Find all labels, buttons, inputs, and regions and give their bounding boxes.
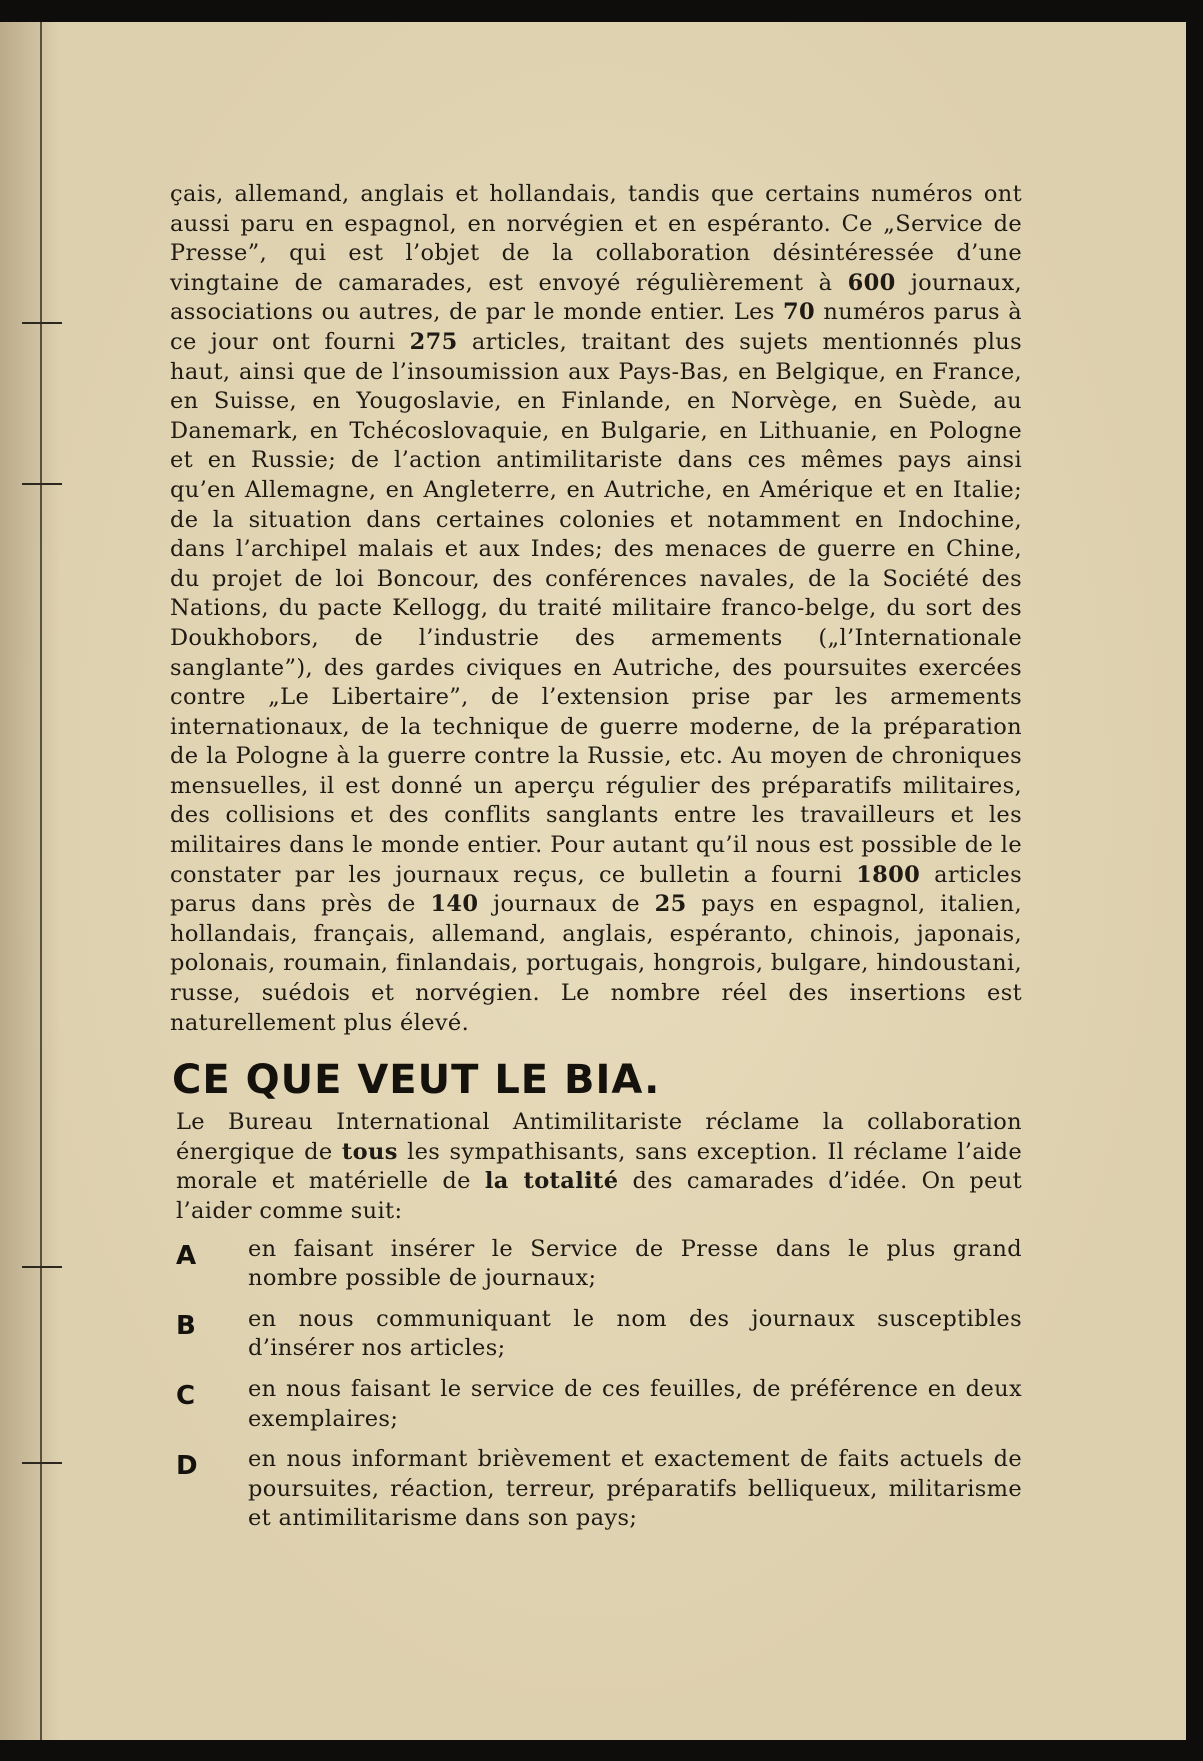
item-text: en nous faisant le service de ces feuilles, de préférence en deux exemplaires; (248, 1375, 1022, 1432)
aid-list (176, 1235, 1022, 1534)
item-text: en faisant insérer le Service de Presse dans le plus grand nombre possible de journaux; (248, 1235, 1022, 1292)
binding-stitch (22, 483, 62, 485)
item-letter: B (176, 1310, 197, 1341)
item-text: en nous communiquant le nom des journaux susceptibles d’insérer nos articles; (248, 1305, 1022, 1362)
binding-stitch (22, 1462, 62, 1464)
section-heading: CE QUE VEUT LE BIA. (172, 1057, 661, 1104)
list-item (176, 1375, 1022, 1434)
item-letter: A (176, 1240, 197, 1271)
item-text: en nous informant brièvement et exactement de faits actuels de poursuites, réaction, terreur, préparatifs belliqueux, militarisme et antimilitarisme dans son pays; (248, 1446, 1022, 1532)
opening-paragraph: çais, allemand, anglais et hollandais, tandis que certains numéros ont aussi paru en espagnol, en norvégien et en espéranto. Ce „Service de Presse”, qui est l’objet de la collaboration désintéressée d’une vingtaine de camarades, est envoyé régulièrement à 600 journaux, associations ou autres, de par le monde entier. Les 70 numéros parus à ce jour ont fourni 275 articles, traitant des sujets mentionnés plus haut, ainsi que de l’insoumission aux Pays-Bas, en Belgique, en France, en Suisse, en Yougoslavie, en Finlande, en Norvège, en Suède, au Danemark, en Tchécoslovaquie, en Bulgarie, en Lithuanie, en Pologne et en Russie; de l’action antimilitariste dans ces mêmes pays ainsi qu’en Allemagne, en Angleterre, en Autriche, en Amérique et en Italie; de la situation dans certaines colonies et notamment en Indochine, dans l’archipel malais et aux Indes; des menaces de guerre en Chine, du projet de loi Boncour, des conférences navales, de la Société des Nations, du pacte Kellogg, du traité militaire franco-belge, du sort des Doukhobors, de l’industrie des armements („l’Internationale sanglante”), des gardes civiques en Autriche, des poursuites exercées contre „Le Libertaire”, de l’extension prise par les armements internationaux, de la technique de guerre moderne, de la préparation de la Pologne à la guerre contre la Russie, etc. Au moyen de chroniques mensuelles, il est donné un aperçu régulier des préparatifs militaires, des collisions et des conflits sanglants entre les travailleurs et les militaires dans le monde entier. Pour autant qu’il nous est possible de le constater par les journaux reçus, ce bulletin a fourni 1800 articles parus dans près de 140 journaux de 25 pays en espagnol, italien, hollandais, français, allemand, anglais, espéranto, chinois, japonais, polonais, roumain, finlandais, portugais, hongrois, bulgare, hindoustani, russe, suédois et norvégien. Le nombre réel des insertions est naturellement plus élevé. (170, 181, 1023, 1036)
binding-edge (40, 22, 42, 1740)
item-letter: C (176, 1380, 196, 1411)
list-item (176, 1235, 1022, 1294)
list-item (176, 1445, 1022, 1534)
binding-stitch (22, 1266, 62, 1268)
item-letter: D (176, 1451, 198, 1482)
section-paragraph: Le Bureau International Antimilitariste réclame la collaboration énergique de tous les sympathisants, sans exception. Il réclame l’aide morale et matérielle de la totalité des camarades d’idée. On peut l’aider comme suit: (176, 1109, 1022, 1224)
binding-stitch (22, 322, 62, 324)
list-item (176, 1305, 1022, 1364)
page-body (170, 180, 1022, 1545)
